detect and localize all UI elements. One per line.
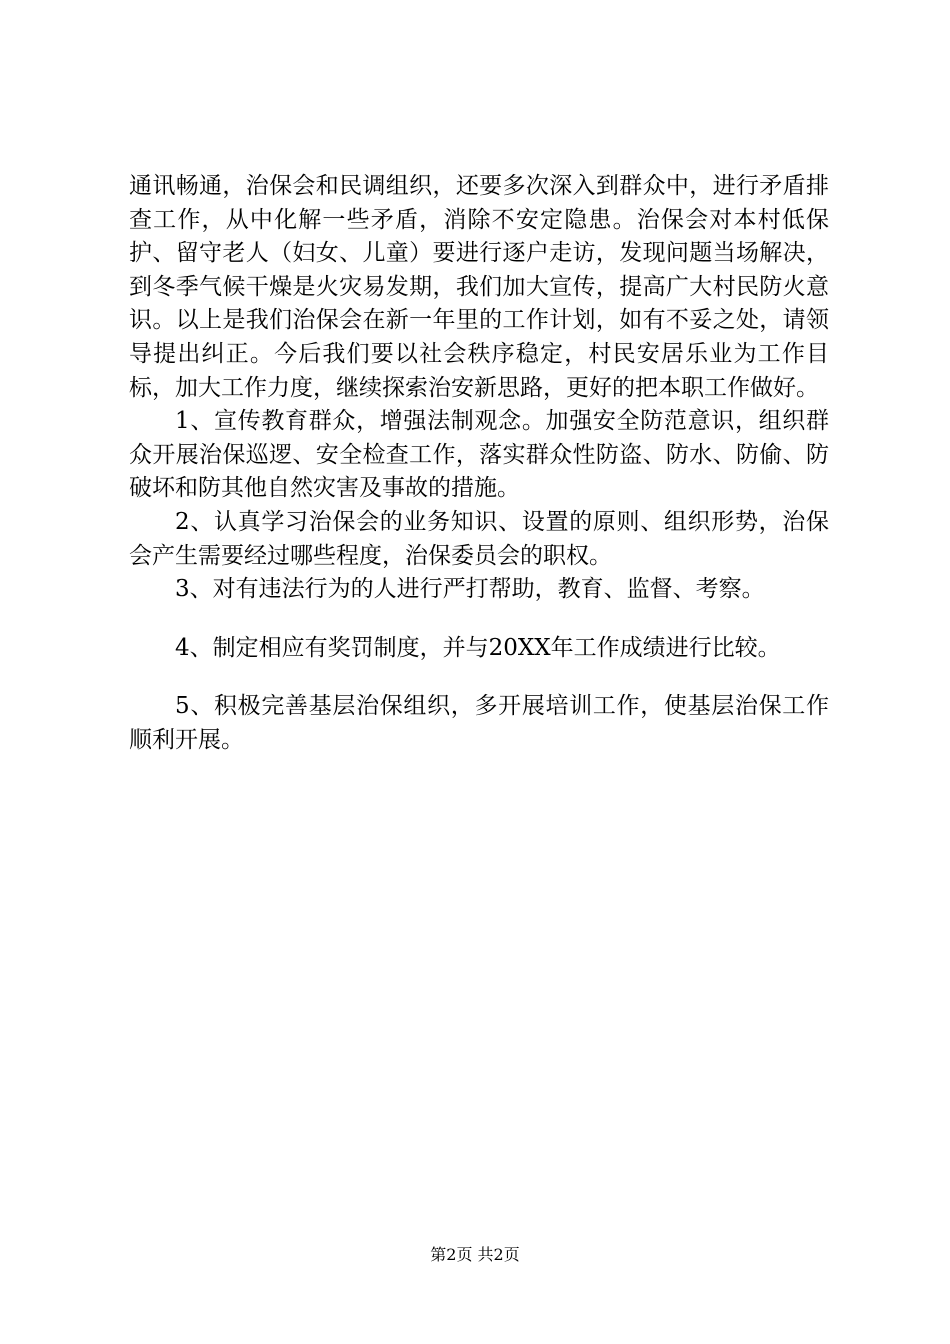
list-item-4: 4、制定相应有奖罚制度，并与20XX年工作成绩进行比较。	[175, 634, 781, 661]
paragraph-continuation: 通讯畅通，治保会和民调组织，还要多次深入到群众中，进行矛盾排查工作，从中化解一些矛盾，消除不安定隐患。治保会对本村低保护、留守老人（妇女、儿童）要进行逐户走访，发现问题当场解决，到冬季气候干燥是火灾易发期，我们加大宣传，提高广大村民防火意识。以上是我们治保会在新一年里的工作计划，如有不妥之处，请领导提出纠正。今后我们要以社会秩序稳定，村民安居乐业为工作目标，加大工作力度，继续探索治安新思路，更好的把本职工作做好。	[129, 173, 829, 401]
document-body	[129, 170, 829, 758]
list-item-3: 3、对有违法行为的人进行严打帮助，教育、监督、考察。	[175, 576, 765, 603]
list-item-1: 1、宣传教育群众，增强法制观念。加强安全防范意识，组织群众开展治保巡逻、安全检查工作，落实群众性防盗、防水、防偷、防破坏和防其他自然灾害及事故的措施。	[129, 408, 829, 502]
list-item-5: 5、积极完善基层治保组织，多开展培训工作，使基层治保工作顺利开展。	[129, 693, 829, 753]
list-item-2: 2、认真学习治保会的业务知识、设置的原则、组织形势，治保会产生需要经过哪些程度，治保委员会的职权。	[129, 508, 829, 569]
page-number-footer: 第2页 共2页	[430, 1245, 520, 1264]
